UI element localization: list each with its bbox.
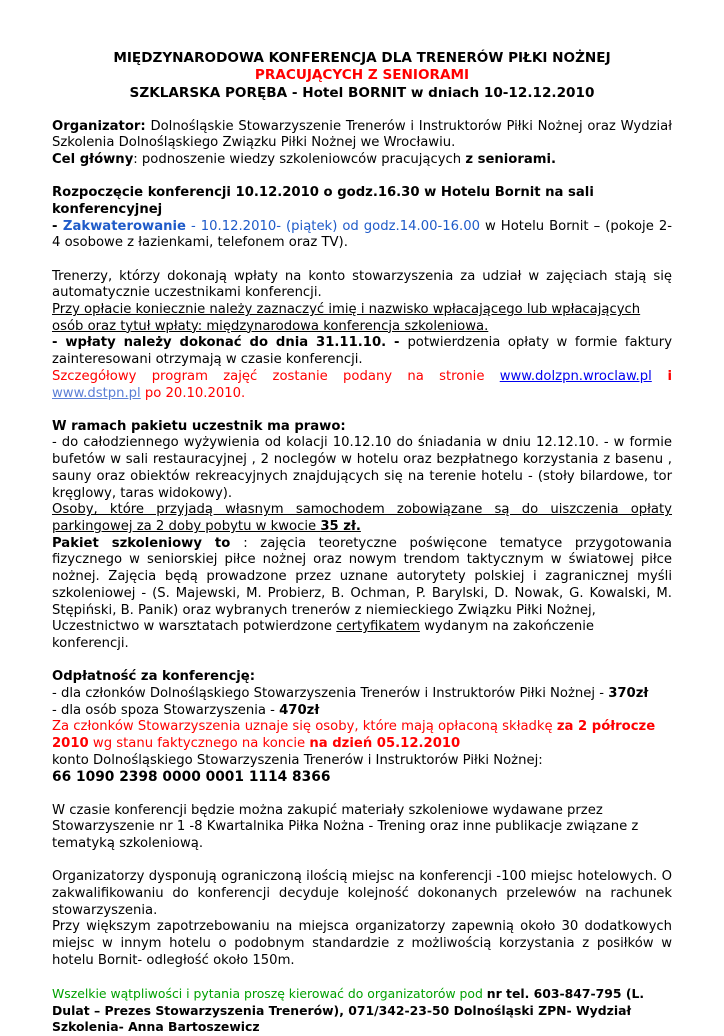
limits-paragraph-2: Przy większym zapotrzebowaniu na miejsca organizatorzy zapewnią około 30 dodatkowych miejsc w innym hotelu o podobnym standardzie z możliwością korzystania z posiłków w hotelu Bornit- odległość około 150m. — [52, 919, 672, 968]
deadline-bold: - wpłaty należy dokonać do dnia 31.11.10. - — [52, 335, 408, 351]
fees-members — [52, 686, 672, 703]
goal-text: : podnoszenie wiedzy szkoleniowców pracujących — [133, 152, 466, 168]
program-pre: Szczegółowy program zajęć zostanie podany na stronie — [52, 368, 500, 384]
contact-green: Wszelkie wątpliwości i pytania proszę kierować do organizatorów pod — [52, 985, 487, 1001]
program-and: i — [651, 368, 672, 384]
certificate-post: wydanym na zakończenie konferencji. — [52, 619, 595, 651]
contact-bold: nr tel. 603-847-795 (L. Dulat – Prezes Stowarzyszenia Trenerów), 071/342-23-50 Dolnośląski ZPN- Wydział Szkolenia- Anna Bartoszewicz — [52, 985, 645, 1035]
accommodation-dash: - — [52, 218, 63, 234]
payment-note: Przy opłacie koniecznie należy zaznaczyć imię i nazwisko wpłacającego lub wpłacających osób oraz tytuł wpłaty: międzynarodowa konferencja szkoleniowa. — [52, 302, 641, 334]
organizer-label: Organizator: — [52, 118, 146, 134]
organizer-text: Dolnośląskie Stowarzyszenie Trenerów i Instruktorów Piłki Nożnej oraz Wydział Szkolenia Dolnośląskiego Związku Piłki Nożnej we Wrocławiu. — [52, 118, 672, 151]
accommodation-sep: - — [185, 218, 201, 234]
link-dstpn[interactable]: www.dstpn.pl — [52, 385, 141, 401]
title-line-3: SZKLARSKA PORĘBA - Hotel BORNIT w dniach 10-12.12.2010 — [129, 84, 595, 101]
training-label: Pakiet szkoleniowy to — [52, 535, 244, 551]
program-post: po 20.10.2010. — [140, 385, 246, 401]
fees-title: Odpłatność za konferencję: — [52, 669, 255, 685]
package-certificate — [52, 619, 672, 652]
program-paragraph — [52, 369, 672, 402]
materials-paragraph: W czasie konferencji będzie można zakupić materiały szkoleniowe wydawane przez Stowarzyszenie nr 1 -8 Kwartalnika Piłka Nożna - Trening oraz inne publikacje związane z tematyką szkoleniową. — [52, 802, 639, 851]
title-line-1: MIĘDZYNARODOWA KONFERENCJA DLA TRENERÓW PIŁKI NOŻNEJ — [113, 50, 611, 66]
deadline-rest: potwierdzenia opłaty w formie faktury zainteresowani otrzymają w czasie konferencji. — [52, 335, 672, 368]
package-parking — [52, 502, 672, 535]
goal-label: Cel główny — [52, 152, 134, 168]
fees-others-amount: 470zł — [279, 702, 320, 718]
start-title: Rozpoczęcie konferencji 10.12.2010 o godz.16.30 w Hotelu Bornit na sali konferencyjnej — [52, 185, 594, 218]
contact-paragraph — [52, 986, 672, 1036]
training-text: : zajęcia teoretyczne poświęcone tematyce przygotowania fizycznego w seniorskiej piłce nożnej oraz nowym trendom taktycznym w światowej piłce nożnej. Zajęcia będą prowadzone przez uznane autorytety polskiej i zagranicznej myśli szkoleniowej - (S. Majewski, M. Probierz, B. Ochman, P. Barylski, D. Nowak, G. Kowalski, M. Stępiński, B. Panik) oraz wybranych trenerów z niemieckiego Związku Piłki Nożnej, — [52, 535, 672, 618]
fees-membership-note — [52, 719, 672, 752]
fees-others-text: - dla osób spoza Stowarzyszenia - — [52, 702, 280, 718]
account-number: 66 1090 2398 0000 0001 1114 8366 — [52, 769, 331, 786]
package-title: W ramach pakietu uczestnik ma prawo: — [52, 418, 346, 434]
limits-paragraph-1: Organizatorzy dysponują ograniczoną ilością miejsc na konferencji -100 miejsc hotelowych. O zakwalifikowaniu do konferencji decyduje kolejność dokonanych przelewów na rachunek stowarzyszenia. — [52, 869, 672, 918]
goal-bold: z seniorami. — [465, 152, 557, 168]
payment-auto: Trenerzy, którzy dokonają wpłaty na konto stowarzyszenia za udział w zajęciach stają się automatycznie uczestnikami konferencji. — [52, 268, 672, 301]
goal-paragraph — [52, 152, 672, 169]
accommodation-paragraph — [52, 219, 672, 252]
accommodation-label: Zakwaterowanie — [62, 218, 186, 234]
red-pre: Za członków Stowarzyszenia uznaje się osoby, które mają opłaconą składkę — [52, 719, 557, 735]
accommodation-date: 10.12.2010- (piątek) od godz.14.00-16.00 — [200, 218, 480, 234]
account-label: konto Dolnośląskiego Stowarzyszenia Trenerów i Instruktorów Piłki Nożnej: — [52, 752, 543, 768]
red-half: za 2 półrocze 2010 — [52, 719, 656, 751]
package-training — [52, 536, 672, 620]
fees-members-amount: 370zł — [608, 685, 649, 701]
link-dolzpn[interactable]: www.dolzpn.wroclaw.pl — [499, 368, 652, 384]
fees-others — [52, 703, 672, 720]
title-line-2: PRACUJĄCYCH Z SENIORAMI — [254, 67, 470, 84]
accommodation-rest: w Hotelu Bornit – (pokoje 2- 4 osobowe z łazienkami, telefonem oraz TV). — [52, 218, 672, 251]
organizer-paragraph — [52, 119, 672, 152]
fees-members-text: - dla członków Dolnośląskiego Stowarzyszenia Trenerów i Instruktorów Piłki Nożnej - — [52, 685, 609, 701]
header — [52, 50, 672, 102]
parking-text: Osoby, które przyjadą własnym samochodem zobowiązane są do uiszczenia opłaty parkingowej za 2 doby pobytu w kwocie — [52, 502, 672, 534]
red-date: na dzień 05.12.2010 — [309, 735, 461, 751]
payment-deadline — [52, 335, 672, 368]
red-mid: wg stanu faktycznego na koncie — [88, 735, 310, 751]
certificate-pre: Uczestnictwo w warsztatach potwierdzone — [52, 619, 337, 635]
parking-amount: 35 zł. — [320, 518, 361, 534]
certificate-word: certyfikatem — [336, 619, 420, 635]
package-food: - do całodziennego wyżywienia od kolacji 10.12.10 do śniadania w dniu 12.12.10. - w formie bufetów w sali restauracyjnej , 2 noclegów w hotelu oraz bezpłatnego korzystania z basenu , sauny oraz obiektów rekreacyjnych znajdujących się na terenie hotelu - (stoły bilardowe, tor kręglowy, taras widokowy). — [52, 435, 672, 501]
